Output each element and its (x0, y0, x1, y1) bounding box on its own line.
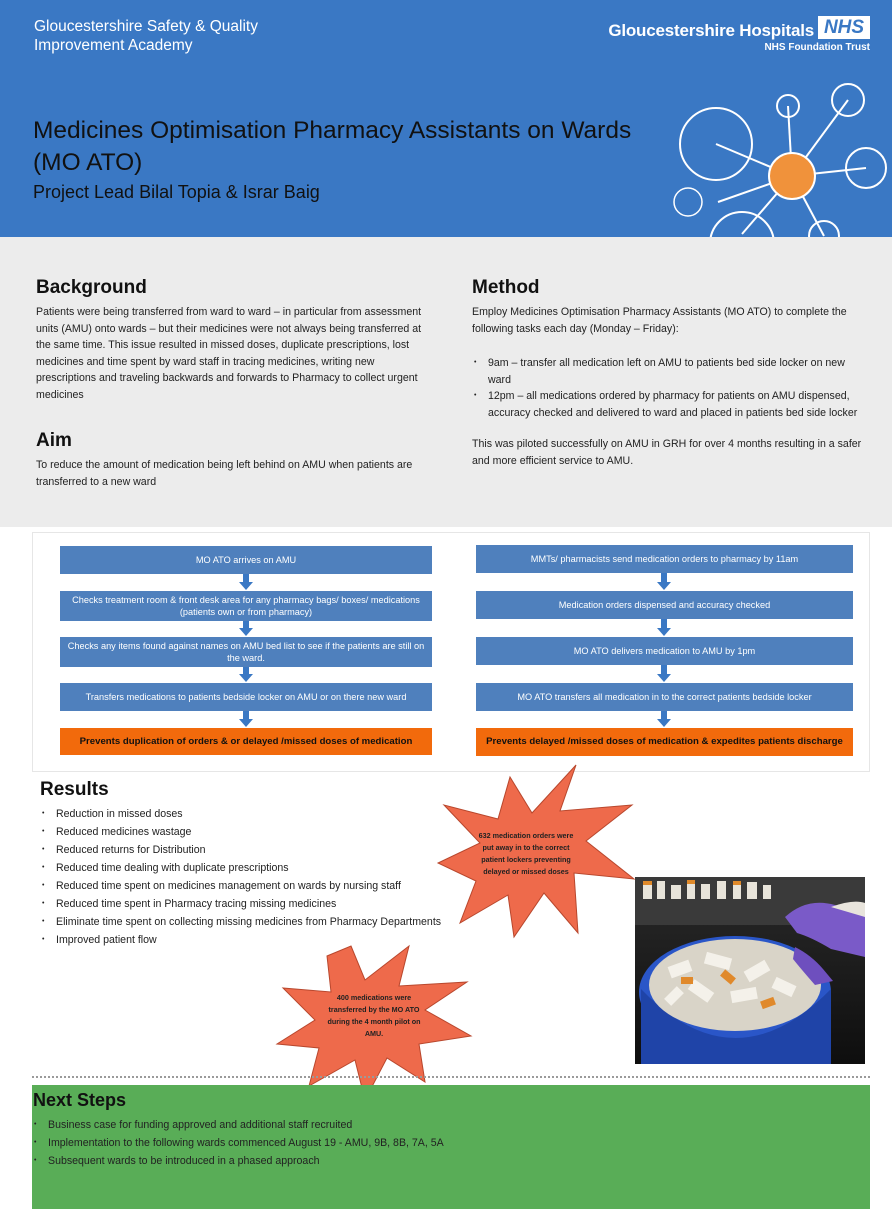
next-steps-list (32, 1116, 832, 1170)
method-item: • 9am – transfer all medication left on AMU to patients bed side locker on new ward (472, 355, 868, 388)
results-heading: Results (40, 779, 109, 800)
flow-right-result: Prevents delayed /missed doses of medication & expedites patients discharge (476, 728, 853, 756)
results-item: • Reduced medicines wastage (40, 823, 470, 841)
flow-left-step-4: Transfers medications to patients bedside locker on AMU or on there new ward (60, 683, 432, 711)
method-item: • 12pm – all medications ordered by pharmacy for patients on AMU dispensed, accuracy checked and delivered to ward and placed in patients bed side locker (472, 388, 868, 421)
next-steps-heading: Next Steps (33, 1090, 127, 1110)
flow-arrow-stem (661, 711, 667, 719)
flow-right-step-4: MO ATO transfers all medication in to the correct patients bedside locker (476, 683, 853, 711)
flow-arrow-stem (243, 574, 249, 582)
academy-name: Gloucestershire Safety & Quality Improvement Academy (34, 18, 258, 54)
aim-heading: Aim (36, 430, 72, 451)
star-stat-transfers: 400 medications were transferred by the MO ATO during the 4 month pilot on AMU. (327, 993, 421, 1038)
next-steps-item: • Subsequent wards to be introduced in a phased approach (32, 1152, 832, 1170)
down-arrow-icon (239, 628, 253, 636)
flow-left-step-1: MO ATO arrives on AMU (60, 546, 432, 574)
method-outcome: This was piloted successfully on AMU in GRH for over 4 months resulting in a safer and more efficient service to AMU. (472, 438, 862, 467)
next-steps-item: • Implementation to the following wards commenced August 19 - AMU, 9B, 8B, 7A, 5A (32, 1134, 832, 1152)
nhs-logo: NHS (818, 16, 870, 39)
trust-name: Gloucestershire Hospitals (608, 21, 814, 40)
flow-arrow-stem (661, 665, 667, 674)
method-intro: Employ Medicines Optimisation Pharmacy Assistants (MO ATO) to complete the following tasks each day (Monday – Friday): (472, 306, 847, 335)
star-stat-orders: 632 medication orders were put away in to the correct patient lockers preventing delayed or missed doses (478, 831, 574, 876)
results-item: • Reduction in missed doses (40, 805, 470, 823)
next-steps-item: • Business case for funding approved and additional staff recruited (32, 1116, 832, 1134)
aim-text: To reduce the amount of medication being left behind on AMU when patients are transferred to a new ward (36, 459, 413, 488)
results-item: • Reduced returns for Distribution (40, 841, 470, 859)
flow-right-step-1: MMTs/ pharmacists send medication orders to pharmacy by 11am (476, 545, 853, 573)
flow-left-step-2: Checks treatment room & front desk area for any pharmacy bags/ boxes/ medications (patients own or from pharmacy) (60, 591, 432, 621)
results-item: • Eliminate time spent on collecting missing medicines from Pharmacy Departments (40, 913, 470, 931)
down-arrow-icon (657, 582, 671, 590)
down-arrow-icon (657, 628, 671, 636)
medication-bin-photo (635, 877, 865, 1064)
poster-title: Medicines Optimisation Pharmacy Assistants on Wards (MO ATO) (33, 117, 632, 176)
method-list (472, 355, 868, 421)
down-arrow-icon (657, 674, 671, 682)
flow-arrow-stem (243, 711, 249, 719)
results-item: • Reduced time dealing with duplicate prescriptions (40, 859, 470, 877)
section-divider (32, 1076, 870, 1078)
flow-arrow-stem (661, 619, 667, 628)
background-heading: Background (36, 277, 147, 298)
flow-arrow-stem (661, 573, 667, 582)
results-list (40, 805, 470, 949)
flow-left-result: Prevents duplication of orders & or delayed /missed doses of medication (60, 728, 432, 755)
down-arrow-icon (239, 674, 253, 682)
method-heading: Method (472, 277, 540, 298)
flow-arrow-stem (243, 621, 249, 628)
project-lead: Project Lead Bilal Topia & Israr Baig (33, 182, 320, 202)
down-arrow-icon (239, 582, 253, 590)
background-text: Patients were being transferred from ward to ward – in particular from assessment units (AMU) onto wards – but their medicines were not always being transferred at the same time. This issue resulted in missed doses, duplicate prescriptions, lost medicines and time spent by ward staff in tracing medicines, writing new prescriptions and traveling backwards and forwards to Pharmacy to collect urgent medicines (36, 306, 422, 401)
flow-left-step-3: Checks any items found against names on AMU bed list to see if the patients are still on the ward. (60, 637, 432, 667)
trust-subtitle: NHS Foundation Trust (764, 42, 870, 53)
results-item: • Improved patient flow (40, 931, 470, 949)
flow-right-step-3: MO ATO delivers medication to AMU by 1pm (476, 637, 853, 665)
results-item: • Reduced time spent on medicines management on wards by nursing staff (40, 877, 470, 895)
results-item: • Reduced time spent in Pharmacy tracing missing medicines (40, 895, 470, 913)
down-arrow-icon (657, 719, 671, 727)
flow-right-step-2: Medication orders dispensed and accuracy checked (476, 591, 853, 619)
down-arrow-icon (239, 719, 253, 727)
